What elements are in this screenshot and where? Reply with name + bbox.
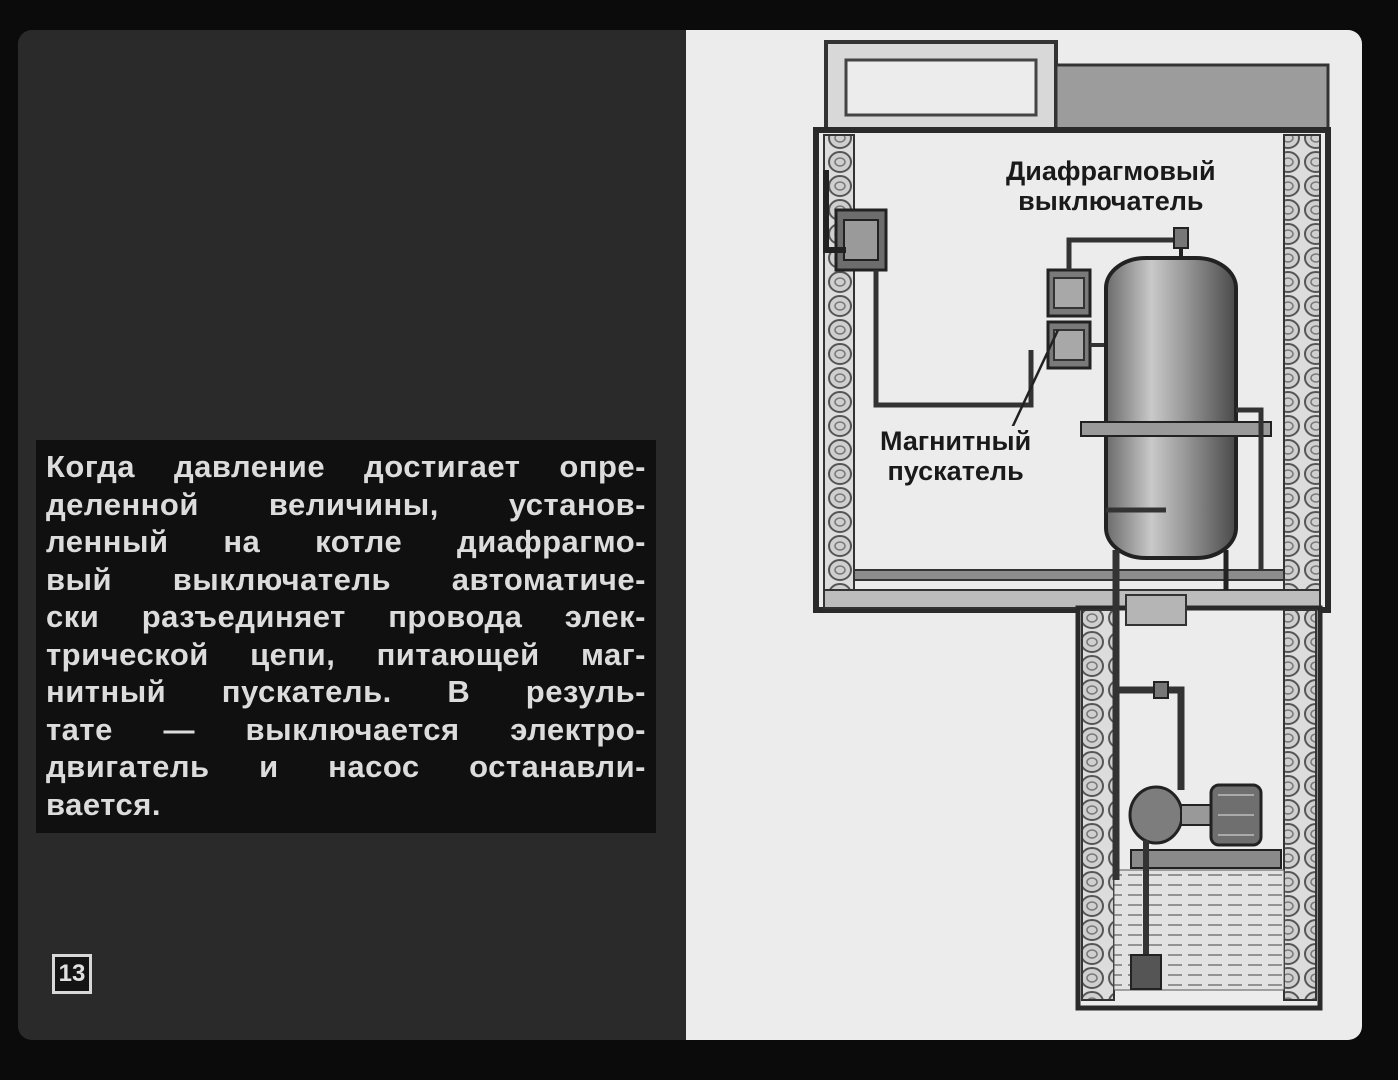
text-panel [18, 30, 688, 1040]
text-line: деленной величины, установ- [46, 486, 646, 522]
label-line: Диафрагмовый [1006, 156, 1216, 186]
text-line: нитный пускатель. В резуль- [46, 674, 646, 709]
pump-base [1131, 850, 1281, 868]
text-line: вый выключатель автоматиче- [46, 561, 646, 597]
page-number: 13 [52, 954, 92, 994]
label-diaphragm-switch [1006, 156, 1216, 216]
pump-station-illustration [686, 30, 1362, 1040]
ground-block [1056, 65, 1328, 135]
pressure-tank [1106, 258, 1236, 558]
label-magnetic-starter [880, 426, 1031, 486]
text-line: Когда давление достигает опре- [46, 449, 646, 484]
text-line: трической цепи, питающей маг- [46, 636, 646, 672]
slide-frame [18, 30, 1362, 1040]
text-line: ленный на котле диафрагмо- [46, 524, 646, 559]
text-line: двигатель и насос останавли- [46, 749, 646, 784]
label-line: пускатель [887, 456, 1024, 486]
text-line: ски разъединяет провода элек- [46, 599, 646, 634]
description-text [36, 440, 656, 833]
label-line: Магнитный [880, 426, 1032, 456]
label-line: выключатель [1018, 186, 1204, 216]
foot-valve [1131, 955, 1161, 989]
pump [1130, 787, 1182, 843]
diaphragm-switch [1174, 228, 1188, 248]
text-line: тате — выключается электро- [46, 711, 646, 747]
text-line: вается. [46, 786, 161, 822]
